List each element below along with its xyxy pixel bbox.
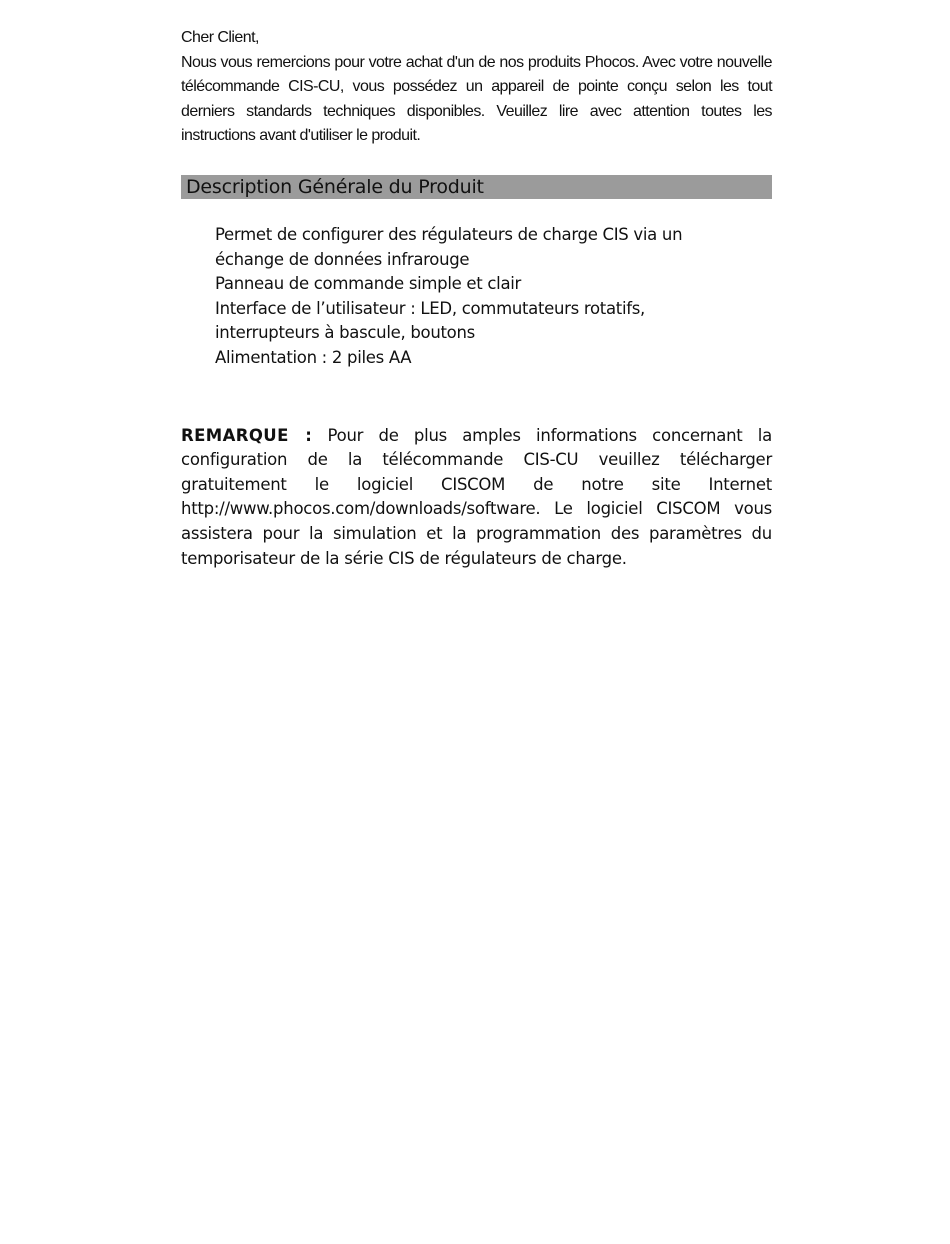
feature-item: Alimentation : 2 piles AA: [215, 347, 412, 367]
section-title: Description Générale du Produit: [181, 175, 772, 199]
note-paragraph: [181, 424, 772, 572]
note-text: Pour de plus amples informations concernant la configuration de la télécommande CIS-CU veuillez télécharger gratuitement le logiciel CISCOM de notre site Internet http://www.phocos.com/downloads/software. Le logiciel CISCOM vous assistera pour la simulation et la programmation des paramètres du temporisateur de la série CIS de régulateurs de charge.: [181, 425, 772, 568]
feature-list: [181, 223, 745, 371]
feature-item: Interface de l’utilisateur : LED, commutateurs rotatifs, interrupteurs à bascule, boutons: [215, 298, 645, 343]
intro-paragraph: Nous vous remercions pour votre achat d'un de nos produits Phocos. Avec votre nouvelle télécommande CIS-CU, vous possédez un appareil de pointe conçu selon les tout derniers standards techniques disponibles. Veuillez lire avec attention toutes les instructions avant d'utiliser le produit.: [181, 53, 772, 145]
salutation: Cher Client,: [181, 29, 259, 46]
note-label: REMARQUE :: [181, 425, 313, 445]
document-page: [181, 26, 772, 571]
intro-block: [181, 26, 772, 149]
feature-item: Panneau de commande simple et clair: [215, 274, 522, 294]
feature-item: Permet de configurer des régulateurs de charge CIS via un échange de données infrarouge: [215, 224, 683, 269]
